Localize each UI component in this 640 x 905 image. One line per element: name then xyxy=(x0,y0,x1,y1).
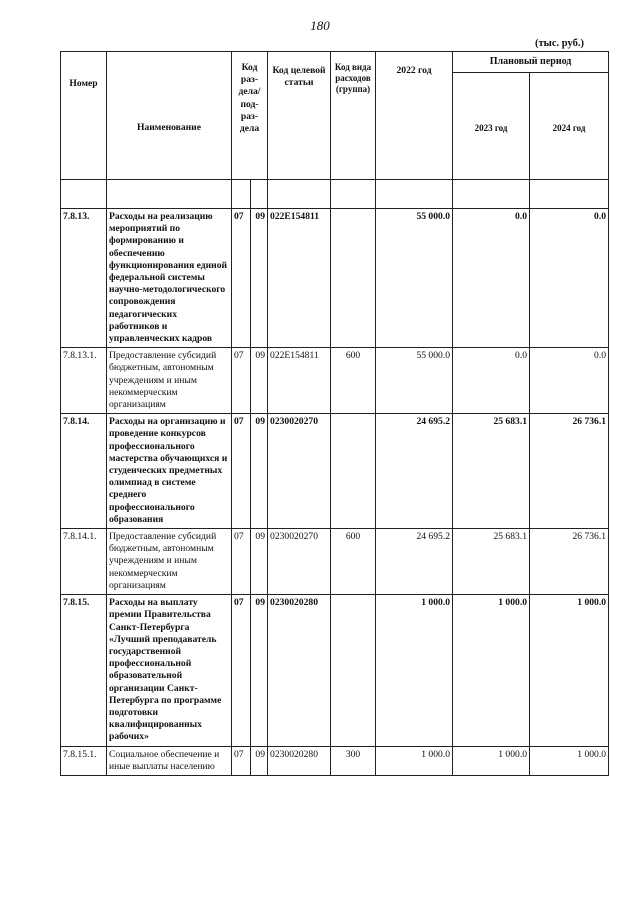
header-exptype: Код вида расходов (группа) xyxy=(331,52,376,180)
table-row xyxy=(61,746,609,775)
spacer-row xyxy=(61,180,609,209)
row-exptype: 600 xyxy=(331,529,376,595)
row-exptype xyxy=(331,595,376,746)
row-number: 7.8.13. xyxy=(61,209,107,348)
row-name: Предоставление субсидий бюджетным, автономным учреждениям и иным некоммерческим организациям xyxy=(107,348,232,414)
row-subsection: 09 xyxy=(251,529,268,595)
row-target: 0230020280 xyxy=(268,746,331,775)
row-2023: 1 000.0 xyxy=(453,595,530,746)
row-2024: 0.0 xyxy=(530,348,609,414)
row-2024: 26 736.1 xyxy=(530,529,609,595)
row-number: 7.8.14.1. xyxy=(61,529,107,595)
row-target: 022E154811 xyxy=(268,209,331,348)
row-2022: 55 000.0 xyxy=(376,348,453,414)
row-number: 7.8.15. xyxy=(61,595,107,746)
row-exptype: 600 xyxy=(331,348,376,414)
row-2022: 1 000.0 xyxy=(376,595,453,746)
row-2023: 25 683.1 xyxy=(453,529,530,595)
row-2023: 1 000.0 xyxy=(453,746,530,775)
table-header xyxy=(61,52,609,180)
header-target: Код целевой статьи xyxy=(268,52,331,180)
header-2024: 2024 год xyxy=(530,73,609,180)
row-target: 0230020270 xyxy=(268,414,331,529)
row-target: 0230020280 xyxy=(268,595,331,746)
table-row xyxy=(61,209,609,348)
row-2023: 0.0 xyxy=(453,209,530,348)
row-target: 0230020270 xyxy=(268,529,331,595)
row-number: 7.8.14. xyxy=(61,414,107,529)
row-name: Предоставление субсидий бюджетным, автономным учреждениям и иным некоммерческим организациям xyxy=(107,529,232,595)
row-2022: 24 695.2 xyxy=(376,529,453,595)
row-2022: 55 000.0 xyxy=(376,209,453,348)
header-section: Код раз-дела/ под-раз-дела xyxy=(232,52,268,180)
table-row xyxy=(61,414,609,529)
header-number: Номер xyxy=(61,52,107,180)
row-2024: 26 736.1 xyxy=(530,414,609,529)
row-number: 7.8.13.1. xyxy=(61,348,107,414)
row-2024: 1 000.0 xyxy=(530,595,609,746)
row-exptype: 300 xyxy=(331,746,376,775)
row-subsection: 09 xyxy=(251,209,268,348)
row-2022: 24 695.2 xyxy=(376,414,453,529)
row-number: 7.8.15.1. xyxy=(61,746,107,775)
row-exptype xyxy=(331,414,376,529)
row-section: 07 xyxy=(232,595,251,746)
row-2023: 25 683.1 xyxy=(453,414,530,529)
row-exptype xyxy=(331,209,376,348)
page-number: 180 xyxy=(310,18,330,33)
row-name: Социальное обеспечение и иные выплаты населению xyxy=(107,746,232,775)
row-subsection: 09 xyxy=(251,746,268,775)
row-name: Расходы на реализацию мероприятий по формированию и обеспечению функционирования единой федеральной системы научно-методологического сопровождения педагогических работников и управленческих кадров xyxy=(107,209,232,348)
table-row xyxy=(61,348,609,414)
row-subsection: 09 xyxy=(251,414,268,529)
row-name: Расходы на выплату премии Правительства Санкт-Петербурга «Лучший преподаватель государственной профессиональной образовательной организации Санкт-Петербурга по программе подготовки квалифицированных рабочих» xyxy=(107,595,232,746)
row-subsection: 09 xyxy=(251,348,268,414)
row-section: 07 xyxy=(232,209,251,348)
header-2022: 2022 год xyxy=(376,52,453,180)
header-2023: 2023 год xyxy=(453,73,530,180)
table-row xyxy=(61,529,609,595)
row-section: 07 xyxy=(232,414,251,529)
header-name: Наименование xyxy=(107,52,232,180)
budget-table xyxy=(60,51,609,776)
row-subsection: 09 xyxy=(251,595,268,746)
row-target: 022E154811 xyxy=(268,348,331,414)
row-name: Расходы на организацию и проведение конкурсов профессионального мастерства обучающихся и студенческих предметных олимпиад в системе среднего профессионального образования xyxy=(107,414,232,529)
row-2023: 0.0 xyxy=(453,348,530,414)
row-2024: 0.0 xyxy=(530,209,609,348)
units-label: (тыс. руб.) xyxy=(535,38,584,49)
row-section: 07 xyxy=(232,529,251,595)
row-2024: 1 000.0 xyxy=(530,746,609,775)
table-row xyxy=(61,595,609,746)
table-body xyxy=(61,180,609,776)
header-plan: Плановый период xyxy=(453,52,609,73)
row-2022: 1 000.0 xyxy=(376,746,453,775)
row-section: 07 xyxy=(232,348,251,414)
row-section: 07 xyxy=(232,746,251,775)
